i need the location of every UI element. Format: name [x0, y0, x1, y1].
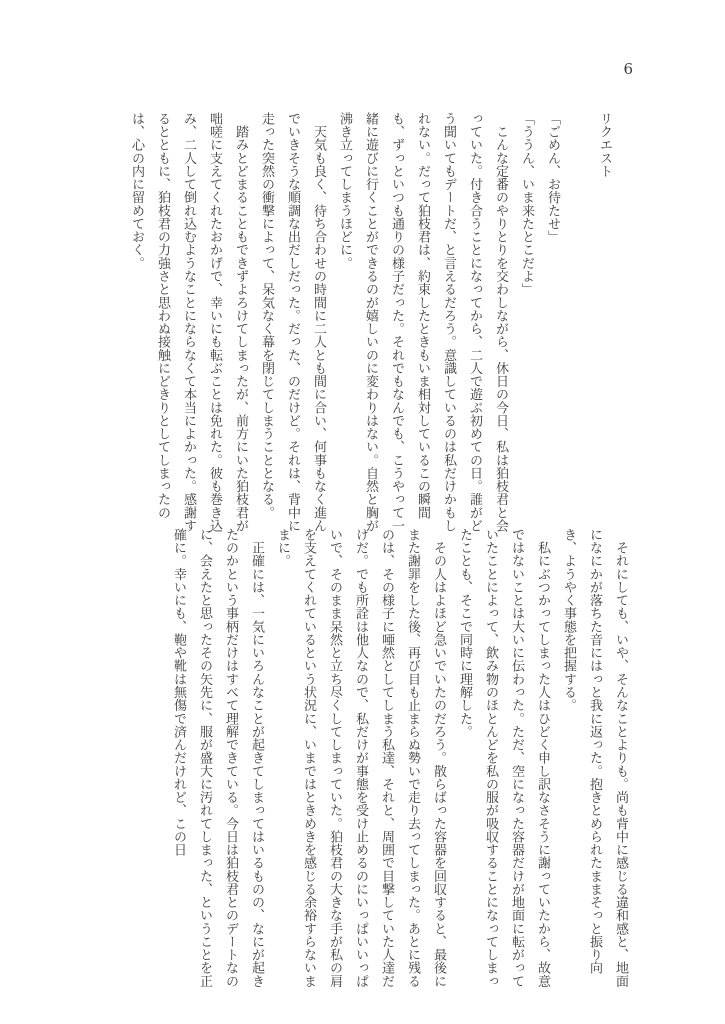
text-block-top	[123, 112, 617, 544]
paragraph-bottom-4: 正確には、一気にいろんなことが起きてしまってはいるものの、なにが起きたのかという事柄だけはすべて理解できている。今日は狛枝君とのデートなのに、会えたと思ったその矢先に、服が盛大に汚れてしまった、ということを正確に。幸いにも、鞄や靴は無傷で済んだけれど、この日	[171, 528, 264, 988]
page-number: 6	[623, 60, 633, 78]
paragraph-top-3: 踏みとどまることもできずよろけてしまったが、前方にいた狛枝君が咄嗟に支えてくれたおかげで、幸いにも転ぶことは免れた。彼も巻き込み、二人して倒れ込むようなことにならなくて本当によかった。感謝するとともに、狛枝君の力強さと思わぬ接触にどきりとしてしまったのは、心の内に留めておく。	[129, 112, 248, 533]
paragraph-top-2: 天気も良く、待ち合わせの時間に二人とも間に合い、何事もなく進んでいきそうな順調な出だしだった。だった、のだけど。それは、背中に走った突然の衝撃によって、呆気なく幕を閉じてしまうこととなる。	[259, 112, 326, 533]
paragraph-top-1: こんな定番のやりとりを交わしながら、休日の今日、私は狛枝君と会っていた。付き合うことになってから、二人で遊ぶ初めての日。誰がどう聞いてもデートだ、と言えるだろう。意識しているのは私だけかもしれない。だって狛枝君は、約束したときもいま相対しているこの瞬間も、ずっといつも通りの様子だった。それでもなんでも、こうやって一緒に遊びに行くことができるのが嬉しいのに変わりはない。自然と胸が沸き立ってしまうほどに。	[337, 112, 508, 533]
paragraph-bottom-1: それにしても、いや、そんなことよりも。尚も背中に感じる違和感と、地面になにかが落ちた音にはっと我に返った。抱きとめられたままそっと振り向き、ようやく事態を把握する。	[561, 528, 628, 988]
paragraph-dialogue-1: 「ごめん、お待たせ」	[545, 112, 560, 244]
text-block-bottom	[165, 528, 633, 992]
section-title: リクエスト	[597, 112, 612, 178]
paragraph-bottom-3: その人はよほど急いでいたのだろう。散らばった容器を回収すると、最後にまた謝罪をした後、再び目も止まらぬ勢いで走り去ってしまった。あとに残るのは、その様子に唖然としてしまう私達、それと、周囲で目撃していた人達だけだ。でも所詮は他人なので、私だけが事態を受け止めるのにいっぱいいっぱいで、そのまま呆然と立ち尽くしてしまっていた。狛枝君の大きな手が私の肩を支えてくれているという状況に、いまではときめきを感じる余裕すらないままに。	[275, 528, 446, 988]
paragraph-dialogue-2: 「ううん、いま来たとこだよ」	[519, 112, 534, 296]
paragraph-bottom-2: 私にぶつかってしまった人はひどく申し訳なさそうに謝っていたから、故意ではないことは大いに伝わった。ただ、空になった容器だけが地面に転がっていたことによって、飲み物のほとんどを私の服が吸収することになってしまったことも、そこで同時に理解した。	[457, 528, 550, 988]
